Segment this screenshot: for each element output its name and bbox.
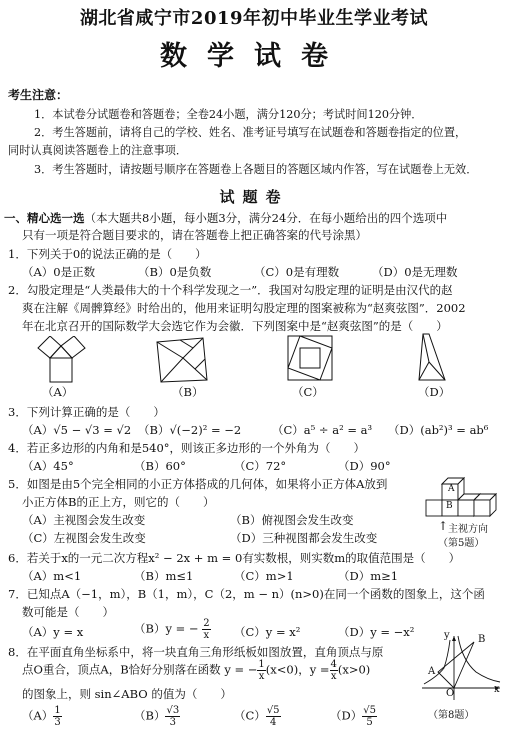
q4-option-d: （D）90° xyxy=(338,459,391,473)
q4-option-a: （A）45° xyxy=(22,459,74,473)
q8-option-b-fraction xyxy=(165,705,180,728)
q5-fig-caption: （第5题） xyxy=(438,538,485,549)
q8-option-a-num: 1 xyxy=(54,705,61,716)
part1-header xyxy=(4,210,447,226)
q8-line-3: 的图象上，则 sin∠ABO 的值为（ ） xyxy=(22,687,232,701)
q8-line-2 xyxy=(22,659,370,682)
q3-option-a: （A）√5 − √3 = √2 xyxy=(22,423,132,437)
q5-cube-figure xyxy=(424,470,500,518)
q5-fig-label-a: A xyxy=(448,484,455,494)
q8-fraction-1 xyxy=(257,659,265,682)
part1-desc-2: 只有一项是符合题目要求的，请在答题卷上把正确答案的代号涂黑） xyxy=(22,228,367,242)
q5-option-d: （D）三种视图都会发生改变 xyxy=(230,531,378,545)
q2-line-2: 爽在注解《周髀算经》时给出的，他用来证明勾股定理的图案被称为“赵爽弦图”．2002 xyxy=(22,301,466,315)
q8-option-a-label: （A） xyxy=(22,708,54,723)
notice-item-2-cont: 同时认真阅读答题卷上的注意事项． xyxy=(8,144,188,157)
part1-desc-1: （本大题共8小题，每小题3分，满分24分．在每小题给出的四个选项中 xyxy=(84,211,448,225)
q8-option-a-fraction xyxy=(53,705,61,728)
q4-stem: 4．若正多边形的内角和是540°，则该正多边形的一个外角为（ ） xyxy=(8,441,366,455)
q8-line-2-mid: (x<0)，y = xyxy=(265,662,330,677)
q2-line-3: 年在北京召开的国际数学大会选它作为会徽．下列图案中是“赵爽弦图”的是（ ） xyxy=(22,319,448,333)
q8-fraction-2 xyxy=(330,659,338,682)
part1-heading: 一、精心选一选 xyxy=(4,211,85,225)
q5-fig-label-b: B xyxy=(446,501,453,511)
q8-option-d-label: （D） xyxy=(330,708,363,723)
q8-fig-label-a: A xyxy=(428,666,436,677)
q2-line-1: 2．勾股定理是“人类最伟大的十个科学发现之一”．我国对勾股定理的证明是由汉代的赵 xyxy=(8,283,453,297)
q8-option-d-num: √5 xyxy=(363,705,376,716)
q8-option-c xyxy=(234,705,281,728)
q5-option-c: （C）左视图会发生改变 xyxy=(22,531,146,545)
q2-label-d: （D） xyxy=(418,385,451,399)
q7-option-b-prefix: （B）y = − xyxy=(134,621,199,636)
q1-option-b: （B）0是负数 xyxy=(138,265,212,279)
q2-label-b: （B） xyxy=(172,385,204,399)
q8-fig-label-b: B xyxy=(478,634,486,645)
q8-option-a-den: 3 xyxy=(54,717,61,728)
q8-fraction-2-den: x xyxy=(330,671,337,682)
q2-label-c: （C） xyxy=(292,385,324,399)
q3-stem: 3．下列计算正确的是（ ） xyxy=(8,405,165,419)
q1-stem: 1．下列关于0的说法正确的是（ ） xyxy=(8,247,207,261)
q3-option-b: （B）√(−2)² = −2 xyxy=(138,423,242,437)
q2-figure-a xyxy=(30,336,90,384)
q5-fig-direction: 主视方向 xyxy=(448,524,488,535)
q7-option-b-fraction xyxy=(202,618,210,641)
q6-option-a: （A）m<1 xyxy=(22,569,82,583)
notice-item-2: 2．考生答题前，请将自己的学校、姓名、准考证号填写在试题卷和答题卷指定的位置， xyxy=(34,126,467,139)
q8-line-1: 8．在平面直角坐标系中，将一块直角三角形纸板如图放置，直角顶点与原 xyxy=(8,645,384,659)
q8-fig-label-o: O xyxy=(446,688,455,699)
q8-option-b-den: 3 xyxy=(169,717,176,728)
q4-option-b: （B）60° xyxy=(134,459,186,473)
q8-option-b xyxy=(134,705,180,728)
q6-stem: 6．若关于x的一元二次方程x² − 2x + m = 0有实数根，则实数m的取值范围是（ ） xyxy=(8,551,461,565)
q7-option-b xyxy=(134,618,211,641)
q5-line-2: 小正方体B的正上方，则它的（ ） xyxy=(22,495,215,509)
q1-option-c: （C）0是有理数 xyxy=(254,265,340,279)
q8-fig-label-y: y xyxy=(444,630,450,641)
arrow-up-icon: ↑ xyxy=(438,519,449,533)
q7-option-b-den: x xyxy=(203,630,210,641)
q5-option-a: （A）主视图会发生改变 xyxy=(22,513,146,527)
q7-option-d: （D）y = −x² xyxy=(338,625,415,639)
notice-heading: 考生注意： xyxy=(8,88,69,102)
section-title: 试题卷 xyxy=(219,188,289,206)
q8-option-c-den: 4 xyxy=(269,717,277,728)
q5-option-b: （B）俯视图会发生改变 xyxy=(230,513,354,527)
q8-option-b-label: （B） xyxy=(134,708,166,723)
q8-line-2-pre: 点O重合，顶点A，B恰好分别落在函数 y = − xyxy=(22,662,258,677)
q8-option-b-num: √3 xyxy=(166,705,180,716)
q8-option-a xyxy=(22,705,62,728)
q8-option-d-fraction xyxy=(362,705,377,728)
q6-option-b: （B）m≤1 xyxy=(134,569,194,583)
q7-line-1: 7．已知点A（−1，m），B（1，m），C（2，m − n）(n>0)在同一个函数的图象上，这个函 xyxy=(8,587,485,601)
q7-option-c: （C）y = x² xyxy=(234,625,301,639)
q8-fraction-1-den: x xyxy=(258,671,265,682)
q2-figure-d xyxy=(415,332,455,384)
q8-option-d xyxy=(330,705,377,728)
q8-line-2-post: (x>0) xyxy=(337,662,371,677)
q7-option-a: （A）y = x xyxy=(22,625,84,639)
q8-option-c-label: （C） xyxy=(234,708,266,723)
q5-line-1: 5．如图是由5个完全相同的小正方体搭成的几何体，如果将小正方体A放到 xyxy=(8,477,388,491)
q7-option-b-num: 2 xyxy=(203,618,210,629)
q2-figure-c xyxy=(286,334,336,384)
q8-fraction-2-num: 4 xyxy=(330,659,337,670)
notice-item-1: 1．本试卷分试题卷和答题卷；全卷24小题，满分120分；考试时间120分钟． xyxy=(34,108,423,121)
q8-option-d-den: 5 xyxy=(366,717,373,728)
q2-label-a: （A） xyxy=(42,385,74,399)
q2-figure-b xyxy=(153,334,211,384)
q3-option-c: （C）a⁵ ÷ a² = a³ xyxy=(272,423,373,437)
q6-option-d: （D）m≥1 xyxy=(338,569,399,583)
q7-line-2: 数可能是（ ） xyxy=(22,605,114,619)
q4-option-c: （C）72° xyxy=(234,459,287,473)
q8-option-c-fraction xyxy=(266,705,281,728)
q8-option-c-num: √5 xyxy=(266,705,280,716)
q3-option-d: （D）(ab²)³ = ab⁶ xyxy=(388,423,489,437)
q8-fraction-1-num: 1 xyxy=(258,659,265,670)
exam-subtitle: 数学试卷 xyxy=(160,41,348,72)
q1-option-a: （A）0是正数 xyxy=(22,265,96,279)
q6-option-c: （C）m>1 xyxy=(234,569,294,583)
notice-item-3: 3．考生答题时，请按题号顺序在答题卷上各题目的答题区域内作答，写在试题卷上无效． xyxy=(34,163,478,176)
q1-option-d: （D）0是无理数 xyxy=(372,265,458,279)
exam-title: 湖北省咸宁市2019年初中毕业生学业考试 xyxy=(79,8,429,29)
q8-fig-caption: （第8题） xyxy=(428,710,475,721)
q8-fig-label-x: x xyxy=(494,684,500,695)
